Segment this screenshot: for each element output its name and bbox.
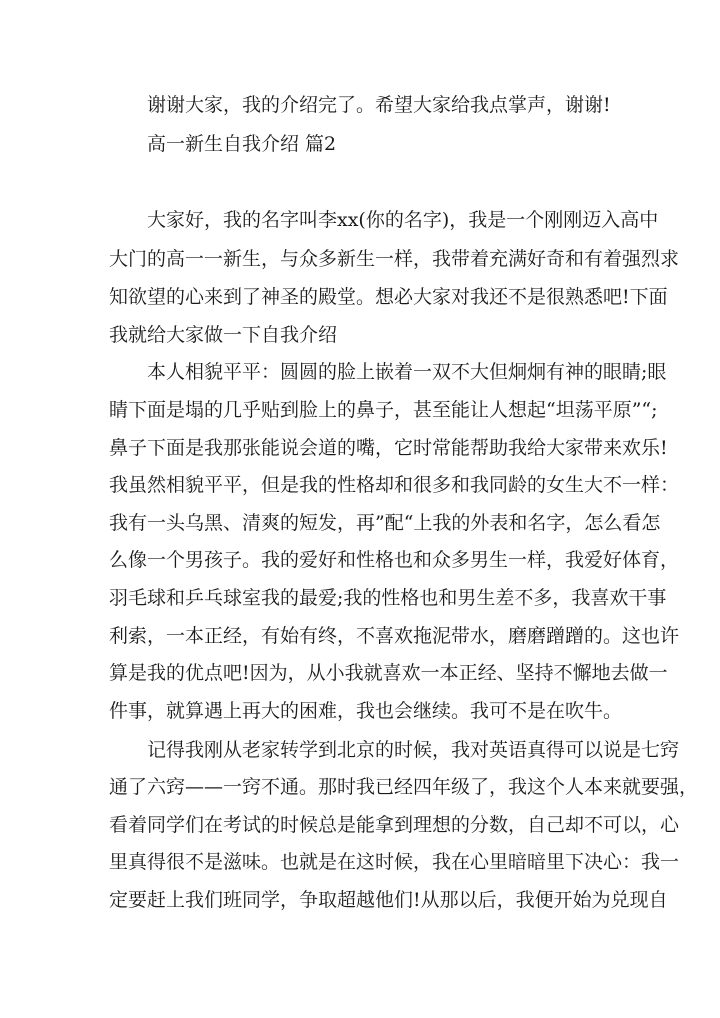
paragraph-line: 知欲望的心来到了神圣的殿堂。想必大家对我还不是很熟悉吧!下面 bbox=[109, 286, 668, 308]
paragraph-line: 本人相貌平平：圆圆的脸上嵌着一双不大但炯炯有神的眼睛;眼 bbox=[147, 361, 667, 383]
paragraph-line: 定要赶上我们班同学，争取超越他们!从那以后，我便开始为兑现自 bbox=[109, 889, 668, 911]
paragraph-line: 我有一头乌黑、清爽的短发，再”配“上我的外表和名字，怎么看怎 bbox=[109, 512, 661, 534]
paragraph-line: 大家好，我的名字叫李xx(你的名字)，我是一个刚刚迈入高中 bbox=[147, 209, 659, 231]
paragraph-line: 算是我的优点吧!因为，从小我就喜欢一本正经、坚持不懈地去做一 bbox=[109, 662, 668, 684]
paragraph-line: 睛下面是塌的几乎贴到脸上的鼻子，甚至能让人想起“坦荡平原”“; bbox=[109, 399, 658, 421]
paragraph-line: 通了六窍——一窍不通。那时我已经四年级了，我这个人本来就要强， bbox=[109, 776, 699, 798]
paragraph-line: 羽毛球和乒乓球室我的最爱;我的性格也和男生差不多，我喜欢干事 bbox=[109, 587, 667, 609]
section-heading: 高一新生自我介绍 篇2 bbox=[147, 133, 337, 155]
paragraph-line: 里真得很不是滋味。也就是在这时候，我在心里暗暗里下决心：我一 bbox=[109, 851, 680, 873]
paragraph-line: 么像一个男孩子。我的爱好和性格也和众多男生一样，我爱好体育， bbox=[109, 549, 680, 571]
paragraph-line: 利索，一本正经，有始有终，不喜欢拖泥带水，磨磨蹭蹭的。这也许 bbox=[109, 625, 680, 647]
paragraph-line: 件事，就算遇上再大的困难，我也会继续。我可不是在吹牛。 bbox=[109, 700, 623, 722]
paragraph-line: 我就给大家做一下自我介绍 bbox=[109, 324, 338, 346]
closing-line: 谢谢大家，我的介绍完了。希望大家给我点掌声，谢谢! bbox=[147, 94, 611, 116]
paragraph-line: 看着同学们在考试的时候总是能拿到理想的分数，自己却不可以，心 bbox=[109, 814, 680, 836]
paragraph-line: 我虽然相貌平平，但是我的性格却和很多和我同龄的女生大不一样： bbox=[109, 474, 680, 496]
paragraph-line: 鼻子下面是我那张能说会道的嘴，它时常能帮助我给大家带来欢乐! bbox=[109, 437, 668, 459]
paragraph-line: 大门的高一一新生，与众多新生一样，我带着充满好奇和有着强烈求 bbox=[109, 248, 680, 270]
paragraph-line: 记得我刚从老家转学到北京的时候，我对英语真得可以说是七窍 bbox=[147, 739, 680, 761]
